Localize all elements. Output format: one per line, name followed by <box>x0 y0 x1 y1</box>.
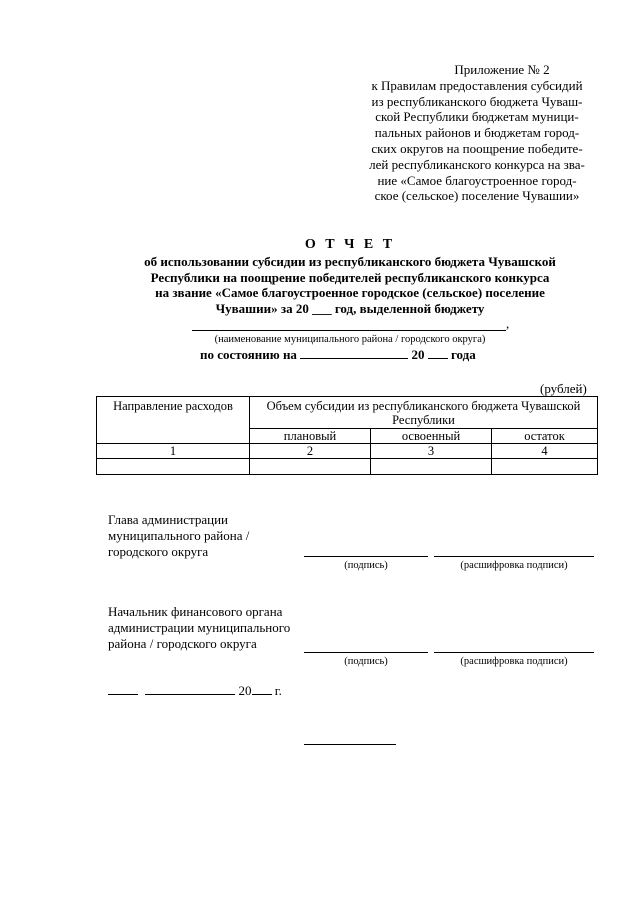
col-number: 2 <box>250 444 371 459</box>
appendix-note <box>358 62 596 204</box>
decoding-caption: (расшифровка подписи) <box>460 560 568 571</box>
municipality-caption: (наименование муниципального района / городского округа) <box>214 334 486 345</box>
table-number-row <box>97 444 598 459</box>
header-used: освоенный <box>371 429 492 444</box>
appendix-line: пальных районов и бюджетам город- <box>374 125 580 141</box>
report-title: О Т Ч Е Т <box>304 237 396 252</box>
appendix-line: из республиканского бюджета Чуваш- <box>371 93 583 109</box>
signature-title-line: Глава администрации <box>108 512 229 527</box>
report-subtitle-line: об использовании субсидии из республиканского бюджета Чувашской <box>144 254 556 270</box>
signature-field[interactable] <box>304 546 428 557</box>
as-of-year: 20 <box>411 347 425 362</box>
table-header-row <box>97 397 598 429</box>
report-subtitle-line: Чувашии» за 20 ___ год, выделенной бюджету <box>215 300 485 316</box>
appendix-heading: Приложение № 2 <box>454 62 550 77</box>
header-direction: Направление расходов <box>97 397 250 444</box>
appendix-line: лей республиканского конкурса на зва- <box>369 156 585 172</box>
appendix-line: к Правилам предоставления субсидий <box>371 77 583 93</box>
as-of-year-field[interactable] <box>428 347 448 359</box>
header-remainder: остаток <box>492 429 598 444</box>
appendix-line: ние «Самое благоустроенное город- <box>377 172 577 188</box>
header-planned: плановый <box>250 429 371 444</box>
signature-title-line: района / городского округа <box>108 636 257 651</box>
appendix-line: ское (сельское) поселение Чувашии» <box>374 188 580 204</box>
table-cell[interactable] <box>250 459 371 475</box>
as-of-date-line <box>200 347 476 363</box>
signature-block-finance-title <box>108 604 318 652</box>
signature-caption: (подпись) <box>344 560 388 571</box>
date-day-field[interactable] <box>108 683 138 695</box>
decoding-caption: (расшифровка подписи) <box>460 656 568 667</box>
report-title-block <box>90 237 610 316</box>
as-of-prefix: по состоянию на <box>200 347 297 362</box>
municipality-name-field[interactable] <box>192 318 506 331</box>
appendix-line: ских округов на поощрение победите- <box>371 140 583 156</box>
municipality-comma: , <box>506 316 510 331</box>
table-row <box>97 459 598 475</box>
as-of-suffix: года <box>450 347 476 362</box>
header-subsidy-group: Объем субсидии из республиканского бюджета Чувашской Республики <box>250 397 598 429</box>
date-month-field[interactable] <box>145 683 235 695</box>
subsidy-table <box>96 396 598 475</box>
report-subtitle-line: Республики на поощрение победителей республиканского конкурса <box>150 269 550 285</box>
signature-field[interactable] <box>304 642 428 653</box>
signature-decoding-field[interactable] <box>434 546 594 557</box>
table-cell[interactable] <box>492 459 598 475</box>
col-number: 3 <box>371 444 492 459</box>
appendix-body <box>358 78 596 204</box>
col-number: 4 <box>492 444 598 459</box>
signature-title-line: муниципального района / <box>108 528 250 543</box>
table-cell[interactable] <box>97 459 250 475</box>
signature-block-head-title <box>108 512 308 560</box>
date-year-field[interactable] <box>252 683 272 695</box>
date-line <box>108 683 282 699</box>
table-cell[interactable] <box>371 459 492 475</box>
signature-title-line: администрации муниципального <box>108 620 291 635</box>
as-of-day-month-field[interactable] <box>300 347 408 359</box>
signature-decoding-field[interactable] <box>434 642 594 653</box>
col-number: 1 <box>97 444 250 459</box>
date-year-suffix: г. <box>274 683 282 698</box>
appendix-line: ской Республики бюджетам муници- <box>375 109 579 125</box>
report-subtitle-line: на звание «Самое благоустроенное городское (сельское) поселение <box>155 285 545 301</box>
bottom-divider <box>304 744 396 745</box>
signature-title-line: городского округа <box>108 544 209 559</box>
date-year-prefix: 20 <box>238 683 252 698</box>
signature-title-line: Начальник финансового органа <box>108 604 283 619</box>
signature-caption: (подпись) <box>344 656 388 667</box>
units-label: (рублей) <box>540 381 587 396</box>
